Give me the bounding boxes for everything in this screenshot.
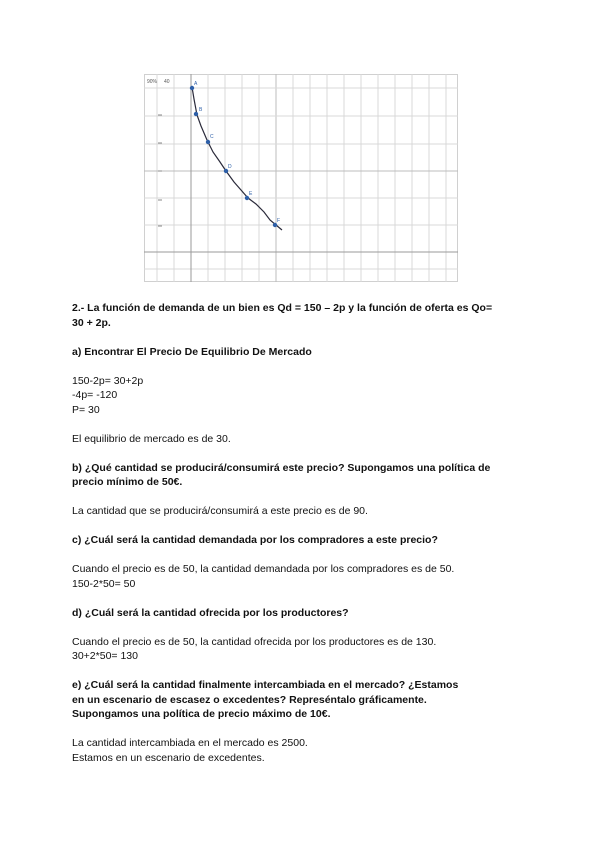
answer-b: La cantidad que se producirá/consumirá a este precio es de 90. (72, 505, 368, 517)
exercise-text (72, 301, 532, 765)
answer-e-line: La cantidad intercambiada en el mercado es 2500. (72, 737, 308, 749)
problem-statement-line1: 2.- La función de demanda de un bien es Qd = 150 – 2p y la función de oferta es Qo= (72, 302, 493, 314)
question-d-title: d) ¿Cuál será la cantidad ofrecida por los productores? (72, 606, 349, 619)
curve-point (194, 112, 198, 116)
answer-d-line: Cuando el precio es de 50, la cantidad ofrecida por los productores es de 130. (72, 635, 437, 648)
curve-point (206, 140, 210, 144)
answer-a-conclusion: El equilibrio de mercado es de 30. (72, 432, 231, 445)
answer-a-line: -4p= -120 (72, 389, 118, 401)
problem-statement-line2: 30 + 2p. (72, 316, 111, 329)
question-a-title: a) Encontrar El Precio De Equilibrio De Mercado (72, 345, 312, 358)
question-b-title-line2: precio mínimo de 50€. (72, 476, 183, 488)
answer-c-line: 150-2*50= 50 (72, 577, 136, 590)
question-e-title-line: Supongamos una política de precio máximo de 10€. (72, 708, 331, 720)
answer-e-line: Estamos en un escenario de excedentes. (72, 751, 265, 764)
point-label: B (199, 107, 203, 113)
question-b-title-line1: b) ¿Qué cantidad se producirá/consumirá este precio? Supongamos una política de (72, 461, 491, 474)
axis-label-y: 90% (147, 79, 158, 85)
point-label: C (210, 134, 214, 140)
axis-label-x: 40 (164, 79, 170, 85)
point-label: E (249, 191, 253, 197)
answer-c-line: Cuando el precio es de 50, la cantidad demandada por los compradores es de 50. (72, 563, 455, 575)
graph-svg (144, 74, 458, 282)
answer-a-line: 150-2p= 30+2p (72, 374, 144, 387)
demand-graph (144, 74, 458, 282)
point-label: F (277, 218, 281, 224)
answer-a-line: P= 30 (72, 403, 100, 416)
point-label: A (194, 81, 198, 87)
question-c-title: c) ¿Cuál será la cantidad demandada por los compradores a este precio? (72, 534, 438, 546)
answer-d-line: 30+2*50= 130 (72, 650, 138, 662)
point-label: D (228, 164, 232, 170)
question-e-title-line: e) ¿Cuál será la cantidad finalmente intercambiada en el mercado? ¿Estamos (72, 679, 459, 691)
question-e-title-line: en un escenario de escasez o excedentes? Represéntalo gráficamente. (72, 693, 427, 706)
